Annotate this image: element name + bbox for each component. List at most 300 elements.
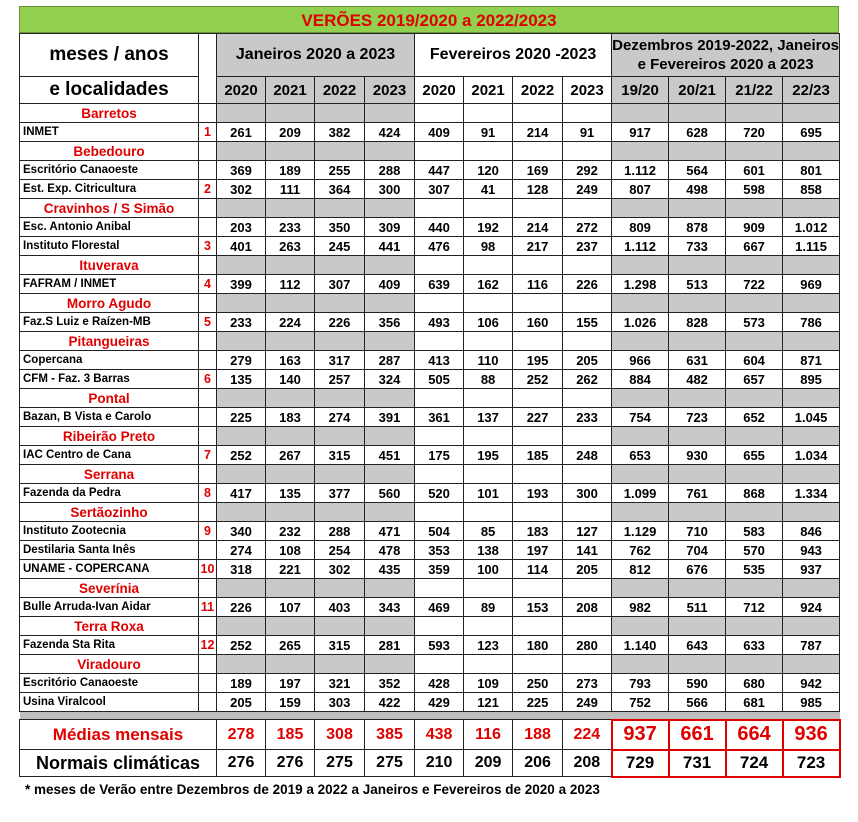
rainfall-value: 193 <box>513 484 563 503</box>
station-name: Est. Exp. Citricultura <box>20 180 199 199</box>
index-cell <box>199 503 217 522</box>
rainfall-value: 318 <box>217 560 266 579</box>
rainfall-value: 232 <box>266 522 315 541</box>
station-name: UNAME - COPERCANA <box>20 560 199 579</box>
year-header: 20/21 <box>669 77 726 104</box>
rainfall-value: 353 <box>415 541 464 560</box>
rainfall-value: 1.112 <box>612 237 669 256</box>
rainfall-value: 966 <box>612 351 669 370</box>
rainfall-value: 422 <box>365 693 415 712</box>
rainfall-value: 267 <box>266 446 315 465</box>
rainfall-value: 111 <box>266 180 315 199</box>
rainfall-value: 203 <box>217 218 266 237</box>
normal-value: 206 <box>513 750 563 777</box>
empty-cell <box>315 655 365 674</box>
rainfall-value: 261 <box>217 123 266 142</box>
rainfall-value: 1.115 <box>783 237 840 256</box>
empty-cell <box>464 617 513 636</box>
rainfall-value: 807 <box>612 180 669 199</box>
table-row <box>20 693 840 712</box>
rainfall-value: 109 <box>464 674 513 693</box>
empty-cell <box>365 142 415 161</box>
empty-cell <box>726 256 783 275</box>
rainfall-value: 98 <box>464 237 513 256</box>
city-row <box>20 294 840 313</box>
station-index <box>199 674 217 693</box>
empty-cell <box>365 617 415 636</box>
rainfall-value: 300 <box>365 180 415 199</box>
empty-cell <box>464 332 513 351</box>
rainfall-value: 85 <box>464 522 513 541</box>
media-value: 438 <box>415 720 464 750</box>
city-row <box>20 199 840 218</box>
rainfall-value: 793 <box>612 674 669 693</box>
station-name: IAC Centro de Cana <box>20 446 199 465</box>
rainfall-value: 364 <box>315 180 365 199</box>
rainfall-value: 273 <box>563 674 612 693</box>
year-header: 2022 <box>513 77 563 104</box>
table-row <box>20 598 840 617</box>
empty-cell <box>365 332 415 351</box>
year-header: 2021 <box>464 77 513 104</box>
empty-cell <box>513 617 563 636</box>
station-index: 3 <box>199 237 217 256</box>
table-summary <box>20 712 840 777</box>
city-name: Ribeirão Preto <box>20 427 199 446</box>
table-row <box>20 237 840 256</box>
rainfall-value: 937 <box>783 560 840 579</box>
rainfall-value: 100 <box>464 560 513 579</box>
rainfall-value: 1.045 <box>783 408 840 427</box>
rainfall-value: 183 <box>266 408 315 427</box>
city-row <box>20 655 840 674</box>
rainfall-value: 138 <box>464 541 513 560</box>
city-name: Terra Roxa <box>20 617 199 636</box>
rainfall-value: 280 <box>563 636 612 655</box>
index-cell <box>199 256 217 275</box>
city-row <box>20 332 840 351</box>
normais-row <box>20 750 840 777</box>
rainfall-value: 160 <box>513 313 563 332</box>
rainfall-value: 590 <box>669 674 726 693</box>
rainfall-value: 812 <box>612 560 669 579</box>
rainfall-value: 511 <box>669 598 726 617</box>
normal-value: 209 <box>464 750 513 777</box>
rainfall-value: 428 <box>415 674 464 693</box>
rainfall-value: 340 <box>217 522 266 541</box>
rainfall-value: 307 <box>415 180 464 199</box>
separator-row <box>20 712 840 720</box>
empty-cell <box>563 465 612 484</box>
rainfall-value: 101 <box>464 484 513 503</box>
empty-cell <box>612 104 669 123</box>
empty-cell <box>217 655 266 674</box>
empty-cell <box>783 256 840 275</box>
empty-cell <box>783 617 840 636</box>
empty-cell <box>726 617 783 636</box>
normal-value: 210 <box>415 750 464 777</box>
empty-cell <box>365 294 415 313</box>
empty-cell <box>513 579 563 598</box>
empty-cell <box>669 465 726 484</box>
rainfall-value: 208 <box>563 598 612 617</box>
rainfall-value: 307 <box>315 275 365 294</box>
rainfall-value: 762 <box>612 541 669 560</box>
rainfall-value: 209 <box>266 123 315 142</box>
station-name: Bulle Arruda-Ivan Aidar <box>20 598 199 617</box>
empty-cell <box>783 142 840 161</box>
empty-cell <box>783 579 840 598</box>
rainfall-value: 137 <box>464 408 513 427</box>
rainfall-value: 695 <box>783 123 840 142</box>
rainfall-value: 403 <box>315 598 365 617</box>
empty-cell <box>513 503 563 522</box>
index-cell <box>199 142 217 161</box>
empty-cell <box>365 655 415 674</box>
empty-cell <box>612 199 669 218</box>
empty-cell <box>217 199 266 218</box>
station-index: 12 <box>199 636 217 655</box>
empty-cell <box>266 617 315 636</box>
rainfall-value: 440 <box>415 218 464 237</box>
header-fevereiros: Fevereiros 2020 -2023 <box>415 34 612 77</box>
rainfall-value: 233 <box>217 313 266 332</box>
empty-cell <box>669 655 726 674</box>
empty-cell <box>563 332 612 351</box>
rainfall-value: 343 <box>365 598 415 617</box>
rainfall-value: 321 <box>315 674 365 693</box>
empty-cell <box>513 142 563 161</box>
rainfall-value: 1.099 <box>612 484 669 503</box>
rainfall-value: 252 <box>513 370 563 389</box>
rainfall-value: 1.026 <box>612 313 669 332</box>
empty-cell <box>726 294 783 313</box>
rainfall-value: 254 <box>315 541 365 560</box>
rainfall-value: 409 <box>415 123 464 142</box>
media-value: 188 <box>513 720 563 750</box>
city-row <box>20 389 840 408</box>
rainfall-value: 593 <box>415 636 464 655</box>
empty-cell <box>365 199 415 218</box>
empty-cell <box>612 503 669 522</box>
empty-cell <box>217 256 266 275</box>
media-value: 308 <box>315 720 365 750</box>
empty-cell <box>464 465 513 484</box>
rainfall-value: 88 <box>464 370 513 389</box>
rainfall-value: 681 <box>726 693 783 712</box>
rainfall-value: 192 <box>464 218 513 237</box>
rainfall-value: 272 <box>563 218 612 237</box>
station-index: 9 <box>199 522 217 541</box>
station-name: Escritório Canaoeste <box>20 161 199 180</box>
rainfall-value: 570 <box>726 541 783 560</box>
station-name: FAFRAM / INMET <box>20 275 199 294</box>
rainfall-value: 1.334 <box>783 484 840 503</box>
empty-cell <box>415 579 464 598</box>
rainfall-value: 162 <box>464 275 513 294</box>
rainfall-value: 564 <box>669 161 726 180</box>
station-index: 5 <box>199 313 217 332</box>
rainfall-value: 140 <box>266 370 315 389</box>
rainfall-value: 733 <box>669 237 726 256</box>
empty-cell <box>726 465 783 484</box>
rainfall-value: 720 <box>726 123 783 142</box>
empty-cell <box>217 389 266 408</box>
empty-cell <box>563 579 612 598</box>
rainfall-value: 274 <box>315 408 365 427</box>
empty-cell <box>726 503 783 522</box>
rainfall-value: 655 <box>726 446 783 465</box>
rainfall-value: 309 <box>365 218 415 237</box>
normais-label: Normais climáticas <box>20 750 217 777</box>
rainfall-value: 237 <box>563 237 612 256</box>
rainfall-value: 153 <box>513 598 563 617</box>
year-header: 2022 <box>315 77 365 104</box>
rainfall-value: 250 <box>513 674 563 693</box>
empty-cell <box>415 617 464 636</box>
empty-cell <box>217 617 266 636</box>
rainfall-value: 257 <box>315 370 365 389</box>
rainfall-value: 639 <box>415 275 464 294</box>
empty-cell <box>726 655 783 674</box>
empty-cell <box>315 617 365 636</box>
rainfall-value: 41 <box>464 180 513 199</box>
station-index <box>199 218 217 237</box>
rainfall-value: 274 <box>217 541 266 560</box>
rainfall-value: 205 <box>563 560 612 579</box>
rainfall-value: 255 <box>315 161 365 180</box>
rainfall-value: 884 <box>612 370 669 389</box>
empty-cell <box>669 256 726 275</box>
media-value: 936 <box>783 720 840 750</box>
empty-cell <box>783 503 840 522</box>
rainfall-value: 324 <box>365 370 415 389</box>
empty-cell <box>365 503 415 522</box>
city-name: Cravinhos / S Simão <box>20 199 199 218</box>
rainfall-value: 175 <box>415 446 464 465</box>
index-cell <box>199 294 217 313</box>
rainfall-value: 195 <box>513 351 563 370</box>
rainfall-value: 127 <box>563 522 612 541</box>
empty-cell <box>563 199 612 218</box>
rainfall-value: 633 <box>726 636 783 655</box>
empty-cell <box>563 142 612 161</box>
empty-cell <box>266 332 315 351</box>
empty-cell <box>266 655 315 674</box>
empty-cell <box>217 332 266 351</box>
rainfall-table <box>19 33 841 778</box>
empty-cell <box>612 579 669 598</box>
rainfall-value: 382 <box>315 123 365 142</box>
empty-cell <box>217 579 266 598</box>
rainfall-value: 417 <box>217 484 266 503</box>
empty-cell <box>464 256 513 275</box>
rainfall-value: 300 <box>563 484 612 503</box>
table-row <box>20 351 840 370</box>
media-value: 185 <box>266 720 315 750</box>
empty-cell <box>563 617 612 636</box>
table-title: VERÕES 2019/2020 a 2022/2023 <box>19 6 839 33</box>
station-index: 2 <box>199 180 217 199</box>
index-cell <box>199 465 217 484</box>
rainfall-value: 163 <box>266 351 315 370</box>
empty-cell <box>266 256 315 275</box>
empty-cell <box>415 465 464 484</box>
empty-cell <box>464 199 513 218</box>
empty-cell <box>563 655 612 674</box>
rainfall-value: 476 <box>415 237 464 256</box>
rainfall-value: 317 <box>315 351 365 370</box>
rainfall-value: 112 <box>266 275 315 294</box>
rainfall-value: 205 <box>217 693 266 712</box>
rainfall-value: 657 <box>726 370 783 389</box>
rainfall-value: 135 <box>266 484 315 503</box>
empty-cell <box>266 142 315 161</box>
rainfall-value: 315 <box>315 446 365 465</box>
rainfall-value: 369 <box>217 161 266 180</box>
station-name: INMET <box>20 123 199 142</box>
rainfall-value: 302 <box>217 180 266 199</box>
rainfall-value: 809 <box>612 218 669 237</box>
rainfall-value: 871 <box>783 351 840 370</box>
rainfall-value: 120 <box>464 161 513 180</box>
station-name: Faz.S Luiz e Raízen-MB <box>20 313 199 332</box>
empty-cell <box>415 294 464 313</box>
empty-cell <box>513 332 563 351</box>
empty-cell <box>315 199 365 218</box>
rainfall-value: 114 <box>513 560 563 579</box>
empty-cell <box>669 332 726 351</box>
empty-cell <box>315 427 365 446</box>
city-row <box>20 142 840 161</box>
rainfall-value: 924 <box>783 598 840 617</box>
empty-cell <box>315 332 365 351</box>
rainfall-value: 359 <box>415 560 464 579</box>
medias-row <box>20 720 840 750</box>
empty-cell <box>563 503 612 522</box>
city-row <box>20 503 840 522</box>
rainfall-value: 676 <box>669 560 726 579</box>
empty-cell <box>266 294 315 313</box>
rainfall-value: 1.112 <box>612 161 669 180</box>
rainfall-value: 263 <box>266 237 315 256</box>
year-header: 21/22 <box>726 77 783 104</box>
rainfall-value: 982 <box>612 598 669 617</box>
rainfall-value: 121 <box>464 693 513 712</box>
rainfall-value: 110 <box>464 351 513 370</box>
empty-cell <box>669 104 726 123</box>
rainfall-value: 643 <box>669 636 726 655</box>
empty-cell <box>315 579 365 598</box>
rainfall-value: 352 <box>365 674 415 693</box>
rainfall-value: 225 <box>513 693 563 712</box>
rainfall-value: 429 <box>415 693 464 712</box>
normal-value: 208 <box>563 750 612 777</box>
empty-cell <box>612 465 669 484</box>
rainfall-value: 985 <box>783 693 840 712</box>
rainfall-value: 560 <box>365 484 415 503</box>
empty-cell <box>669 199 726 218</box>
station-index: 10 <box>199 560 217 579</box>
table-row <box>20 123 840 142</box>
rainfall-value: 401 <box>217 237 266 256</box>
rainfall-value: 858 <box>783 180 840 199</box>
rainfall-value: 447 <box>415 161 464 180</box>
station-index: 7 <box>199 446 217 465</box>
empty-cell <box>464 389 513 408</box>
rainfall-value: 288 <box>315 522 365 541</box>
rainfall-value: 1.298 <box>612 275 669 294</box>
city-name: Serrana <box>20 465 199 484</box>
table-body <box>20 104 840 712</box>
rainfall-value: 942 <box>783 674 840 693</box>
empty-cell <box>365 104 415 123</box>
empty-cell <box>563 104 612 123</box>
rainfall-value: 786 <box>783 313 840 332</box>
index-cell <box>199 389 217 408</box>
rainfall-value: 302 <box>315 560 365 579</box>
rainfall-value: 1.034 <box>783 446 840 465</box>
index-cell <box>199 579 217 598</box>
normal-value: 276 <box>217 750 266 777</box>
empty-cell <box>415 389 464 408</box>
empty-cell <box>726 142 783 161</box>
rainfall-value: 89 <box>464 598 513 617</box>
rainfall-value: 504 <box>415 522 464 541</box>
table-row <box>20 560 840 579</box>
rainfall-value: 252 <box>217 446 266 465</box>
rainfall-value: 535 <box>726 560 783 579</box>
empty-cell <box>612 655 669 674</box>
empty-cell <box>464 655 513 674</box>
empty-cell <box>726 332 783 351</box>
normal-value: 723 <box>783 750 840 777</box>
empty-cell <box>415 142 464 161</box>
rainfall-value: 505 <box>415 370 464 389</box>
rainfall-value: 180 <box>513 636 563 655</box>
empty-cell <box>315 294 365 313</box>
rainfall-value: 248 <box>563 446 612 465</box>
empty-cell <box>365 579 415 598</box>
rainfall-value: 846 <box>783 522 840 541</box>
empty-cell <box>315 256 365 275</box>
rainfall-value: 943 <box>783 541 840 560</box>
year-header: 22/23 <box>783 77 840 104</box>
city-name: Severínia <box>20 579 199 598</box>
empty-cell <box>669 294 726 313</box>
media-value: 278 <box>217 720 266 750</box>
rainfall-value: 245 <box>315 237 365 256</box>
empty-cell <box>415 199 464 218</box>
rainfall-value: 680 <box>726 674 783 693</box>
city-row <box>20 104 840 123</box>
rainfall-value: 288 <box>365 161 415 180</box>
rainfall-value: 930 <box>669 446 726 465</box>
rainfall-value: 183 <box>513 522 563 541</box>
rainfall-value: 761 <box>669 484 726 503</box>
media-value: 116 <box>464 720 513 750</box>
empty-cell <box>513 104 563 123</box>
empty-cell <box>217 465 266 484</box>
empty-cell <box>464 104 513 123</box>
empty-cell <box>315 142 365 161</box>
empty-cell <box>612 142 669 161</box>
empty-cell <box>669 142 726 161</box>
rainfall-value: 225 <box>217 408 266 427</box>
table-row <box>20 370 840 389</box>
station-index: 4 <box>199 275 217 294</box>
station-index <box>199 161 217 180</box>
